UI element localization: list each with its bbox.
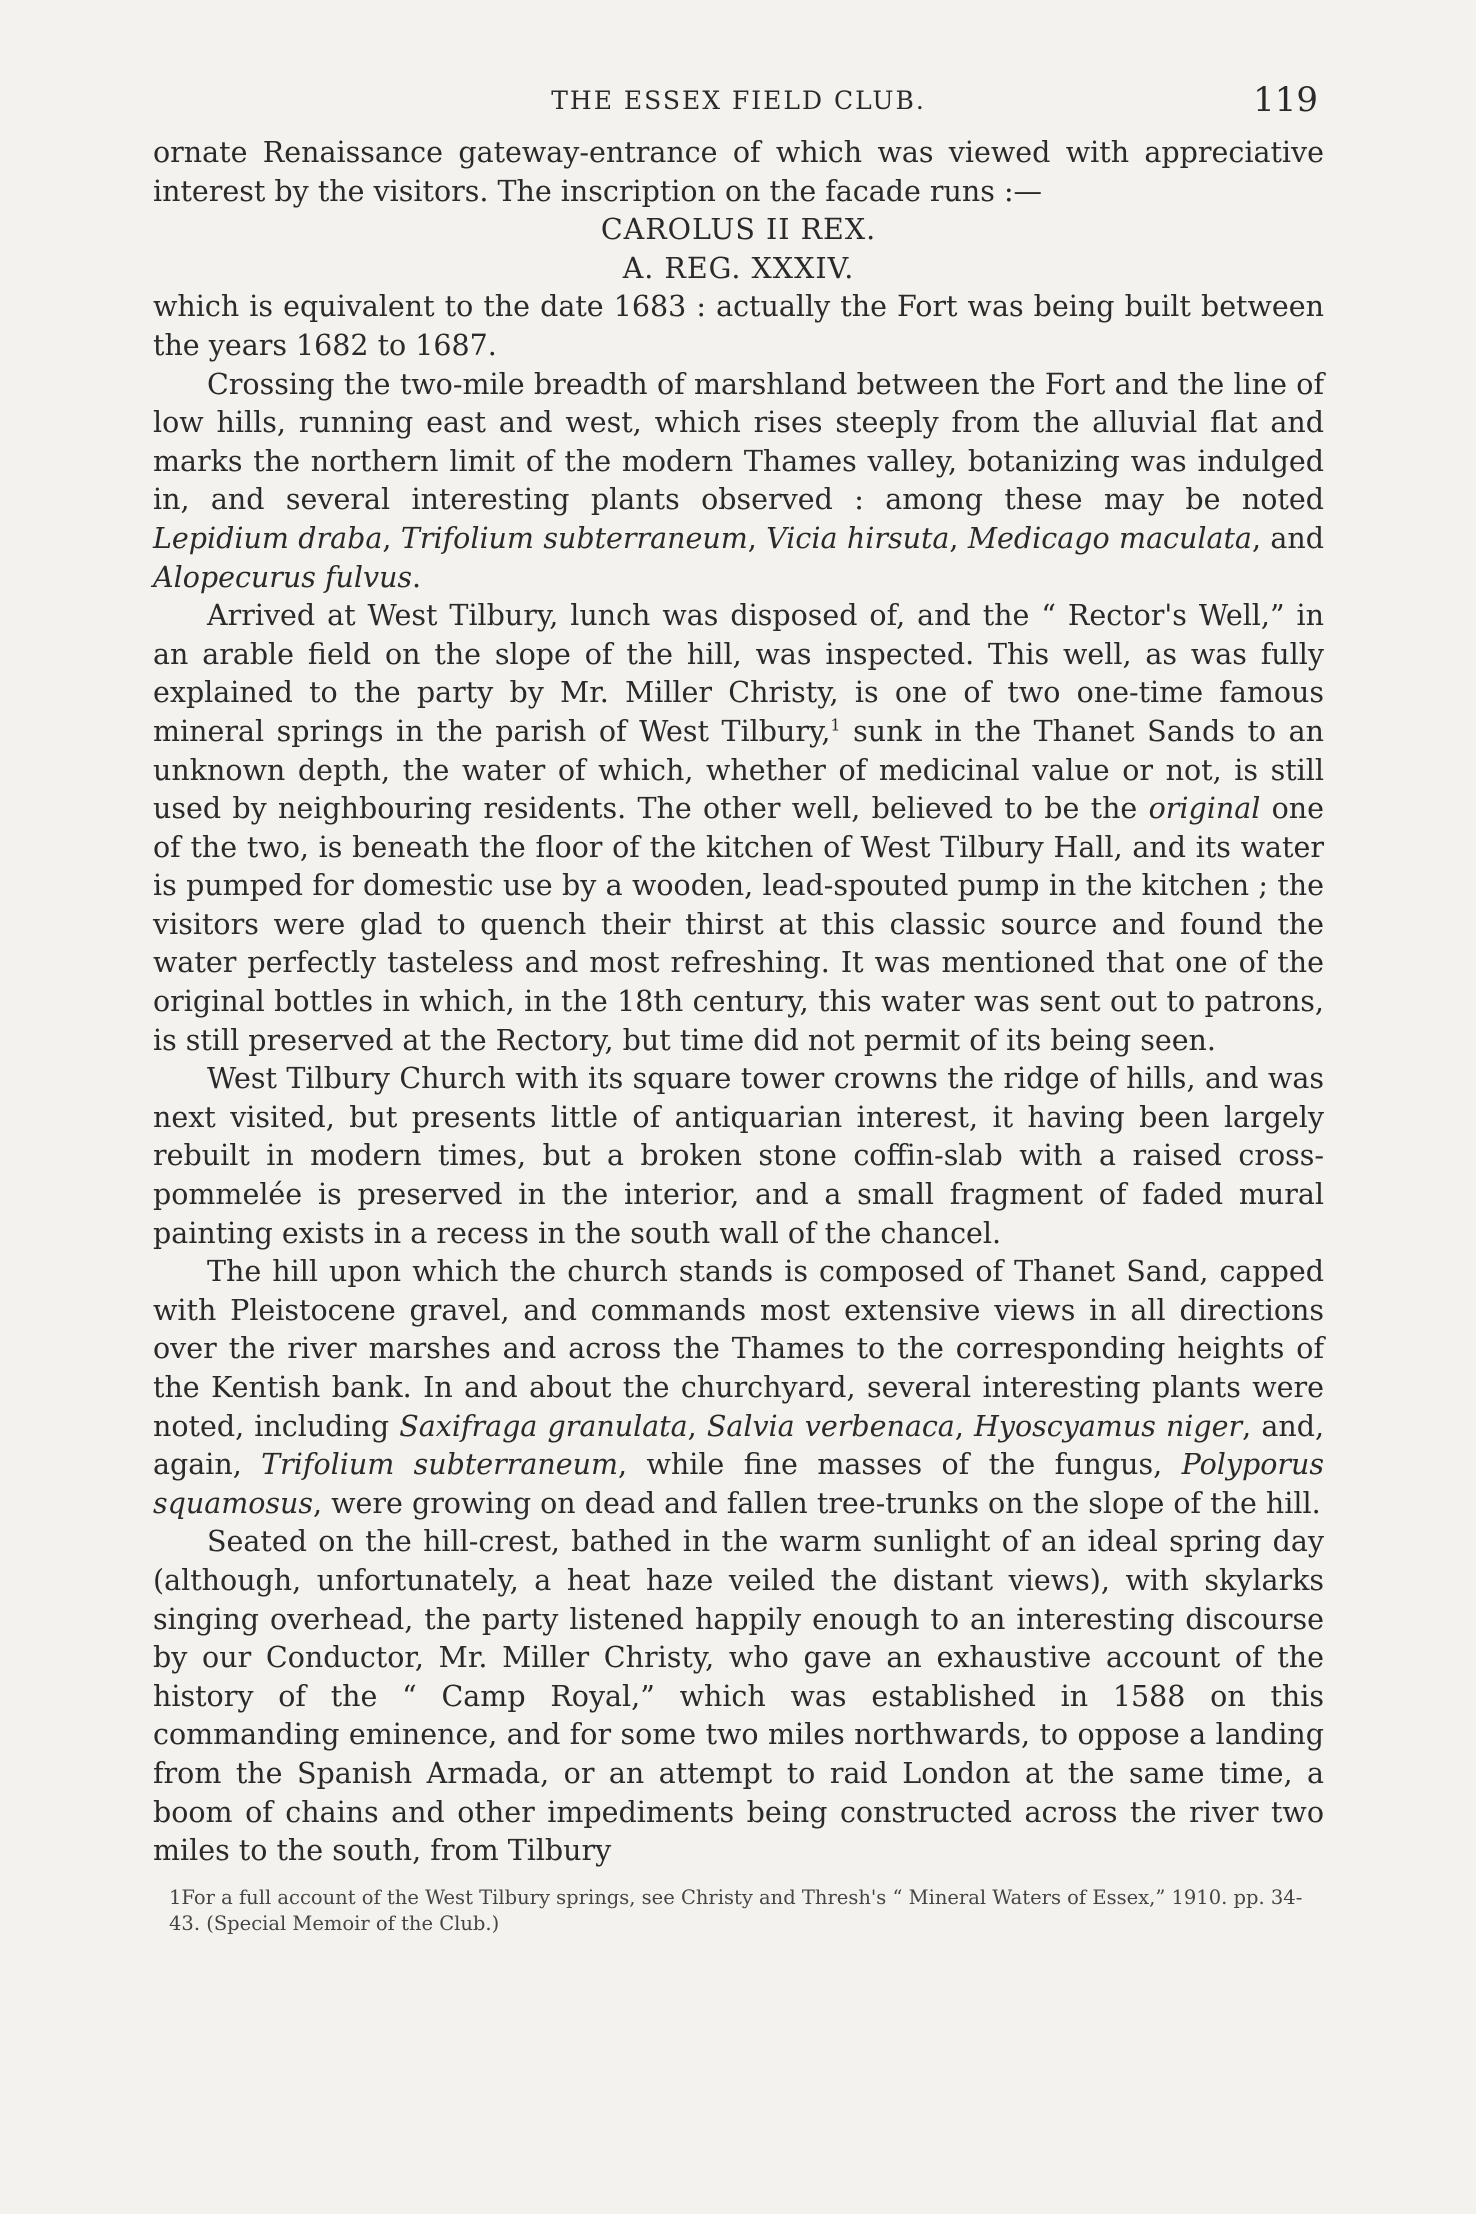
emphasis-original: original	[1148, 792, 1261, 826]
p4-text-c: one of the two, is beneath the floor of the kitchen of West Tilbury Hall, and its water is pumped for domestic use by a wooden, lead-spouted pump in the kitchen ; the visitors were glad to quench their thirst at this classic source and found the water perfectly tasteless and most refreshing. It was mentioned that one of the original bottles in which, in the 18th century, this water was sent out to patrons, is still preserved at the Rectory, but time did not permit of its being seen.	[153, 792, 1324, 1057]
p4-text-b: sunk in the Thanet Sands to an unknown depth, the water of which, whether of medicinal value or not, is still used by neighbouring residents. The other well, believed to be the	[153, 714, 1324, 826]
separator: , and, again,	[153, 1409, 1324, 1482]
separator: ,	[747, 521, 767, 555]
paragraph-1: ornate Renaissance gateway-entrance of which was viewed with appreciative interest by the visitors. The inscription on the facade runs :—	[153, 136, 1324, 208]
page-number: 119	[1253, 80, 1318, 120]
paragraph-4	[153, 597, 1324, 1060]
page-header	[153, 78, 1324, 126]
plant-name: Trifolium subterraneum	[400, 521, 748, 555]
plant-name: Medicago maculata	[967, 521, 1252, 555]
plant-name: Alopecurus fulvus	[153, 560, 413, 594]
running-head: THE ESSEX FIELD CLUB.	[551, 86, 926, 115]
plant-name: Vicia hirsuta	[766, 521, 950, 555]
paragraph-3	[153, 366, 1324, 598]
separator: , and	[1251, 521, 1324, 555]
footnote-mark: 1	[169, 1885, 182, 1909]
p6-text-b: , were growing on dead and fallen tree-trunks on the slope of the hill.	[313, 1486, 1321, 1520]
footnote-reference[interactable]: 1	[830, 715, 841, 735]
separator: ,	[382, 521, 401, 555]
footnote	[153, 1885, 1324, 1937]
paragraph-6	[153, 1253, 1324, 1523]
fort-inscription	[153, 211, 1324, 288]
plant-name: Lepidium draba	[153, 521, 383, 555]
body-text	[153, 134, 1324, 1871]
plant-name: Hyoscyamus niger	[974, 1409, 1243, 1443]
p4-text-a: Arrived at West Tilbury, lunch was disposed of, and the “ Rector's Well,” in an arable field on the slope of the hill, was inspected. This well, as was fully explained to the party by Mr. Miller Christy, is one of two one-time famous mineral springs in the parish of West Tilbury,	[153, 599, 1324, 748]
separator: ,	[954, 1409, 975, 1443]
plant-name: Salvia verbenaca	[706, 1409, 955, 1443]
separator: .	[412, 560, 422, 594]
p6-text-a: The hill upon which the church stands is composed of Thanet Sand, capped with Pleistocene gravel, and commands most extensive views in all directions over the river marshes and across the Thames to the corresponding heights of the Kentish bank. In and about the churchyard, several interesting plants were noted, including	[153, 1255, 1324, 1443]
fungus-name: Polyporus squamosus	[153, 1448, 1324, 1520]
inscription-line-2: A. REG. XXXIV.	[622, 251, 855, 285]
separator: ,	[949, 521, 968, 555]
separator: , while fine masses of the fungus,	[618, 1448, 1182, 1482]
plant-name: Trifolium subterraneum	[261, 1448, 618, 1482]
inscription-line-1: CAROLUS II REX.	[600, 213, 877, 247]
plant-name: Saxifraga granulata	[399, 1409, 688, 1443]
paragraph-2: which is equivalent to the date 1683 : actually the Fort was being built between the years 1682 to 1687.	[153, 290, 1324, 362]
footnote-text: For a full account of the West Tilbury springs, see Christy and Thresh's “ Mineral Waters of Essex,” 1910. pp. 34-43. (Special Memoir of the Club.)	[169, 1885, 1303, 1935]
paragraph-5: West Tilbury Church with its square tower crowns the ridge of hills, and was next visited, but presents little of antiquarian interest, it having been largely rebuilt in modern times, but a broken stone coffin-slab with a raised cross-pommelée is preserved in the interior, and a small fragment of faded mural painting exists in a recess in the south wall of the chancel.	[153, 1062, 1324, 1250]
p3-text: Crossing the two-mile breadth of marshland between the Fort and the line of low hills, running east and west, which rises steeply from the alluvial flat and marks the northern limit of the modern Thames valley, botanizing was indulged in, and several interesting plants observed : among these may be noted	[153, 367, 1324, 517]
paragraph-7: Seated on the hill-crest, bathed in the warm sunlight of an ideal spring day (although, unfortunately, a heat haze veiled the distant views), with skylarks singing overhead, the party listened happily enough to an interesting discourse by our Conductor, Mr. Miller Christy, who gave an exhaustive account of the history of the “ Camp Royal,” which was established in 1588 on this commanding eminence, and for some two miles northwards, to oppose a landing from the Spanish Armada, or an attempt to raid London at the same time, a boom of chains and other impediments being constructed across the river two miles to the south, from Tilbury	[153, 1525, 1324, 1868]
separator: ,	[687, 1409, 707, 1443]
